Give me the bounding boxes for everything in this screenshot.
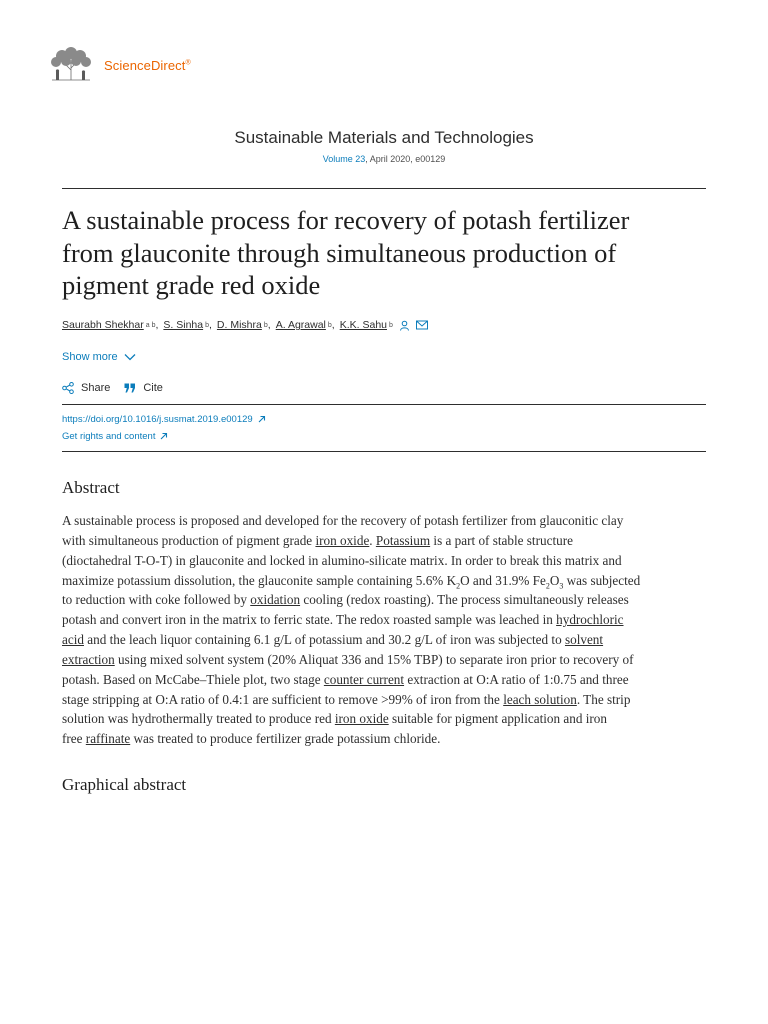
abstract-text-segment: . The strip (576, 691, 631, 707)
quote-icon (124, 383, 136, 393)
abstract-line (62, 590, 710, 610)
abstract-text-segment: stage stripping at O:A ratio of 0.4:1 are sufficient to remove >99% of iron from the (62, 691, 504, 707)
doi-url: https://doi.org/10.1016/j.susmat.2019.e00129 (62, 414, 253, 425)
glossary-term-link[interactable]: extraction (62, 651, 115, 667)
abstract-line (62, 729, 710, 749)
rights-label: Get rights and content (62, 431, 156, 442)
author-affiliation: a b (145, 321, 156, 329)
abstract-text-segment: and the leach liquor containing 6.1 g/L of potassium and 30.2 g/L of iron was subjected to (83, 632, 565, 648)
abstract-text-segment: was treated to produce fertilizer grade potassium chloride. (130, 731, 441, 747)
author-link[interactable]: A. Agrawal (275, 319, 326, 331)
abstract-text-segment: solution was hydrothermally treated to produce red (62, 711, 335, 727)
abstract-line (62, 571, 710, 591)
article-title (62, 204, 712, 302)
abstract-text-segment: maximize potassium dissolution, the glauconite sample containing 5.6% K (62, 572, 457, 588)
cite-button[interactable] (124, 382, 163, 394)
author-affiliation: b (205, 321, 209, 329)
glossary-term-link[interactable]: leach solution (503, 691, 577, 707)
abstract-text (62, 511, 710, 749)
abstract-line (62, 650, 710, 670)
abstract-text-segment: suitable for pigment application and iron (388, 711, 607, 727)
title-line: pigment grade red oxide (62, 270, 321, 300)
graphical-abstract-heading: Graphical abstract (62, 775, 187, 794)
glossary-term-link[interactable]: hydrochloric (556, 612, 624, 628)
abstract-text-segment: is a part of stable structure (430, 532, 573, 548)
author-affiliation: b (263, 321, 268, 329)
abstract-text-segment: A sustainable process is proposed and developed for the recovery of potash fertilizer from glauconitic clay (62, 513, 624, 528)
cite-label: Cite (143, 382, 163, 394)
glossary-term-link[interactable]: iron oxide (334, 711, 389, 727)
glossary-term-link[interactable]: acid (62, 632, 84, 648)
abstract-text-segment: was subjected (563, 572, 641, 588)
elsevier-tree-logo (48, 44, 94, 82)
author-list: Saurabh Shekhar a b , S. Sinha b , D. Mishra b , A. Agrawal b , K.K. Sahu b (62, 319, 428, 331)
author-affiliation: b (389, 321, 393, 329)
chevron-down-icon (124, 353, 136, 361)
volume-link[interactable]: Volume 23 (322, 154, 366, 164)
glossary-term-link[interactable]: Potassium (375, 532, 431, 548)
issue-date: , April 2020, e00129 (365, 154, 446, 164)
show-more-label: Show more (62, 351, 118, 363)
envelope-icon[interactable] (416, 320, 428, 330)
glossary-term-link[interactable]: oxidation (250, 592, 301, 608)
abstract-text-segment: with simultaneous production of pigment grade (62, 532, 316, 548)
show-more-button[interactable] (62, 351, 136, 363)
brand-name: ScienceDirect (104, 57, 186, 73)
abstract-text-segment: to reduction with coke followed by (62, 592, 251, 608)
doi-link[interactable] (62, 414, 266, 425)
rights-link[interactable] (62, 431, 168, 442)
share-icon (62, 382, 74, 394)
subscript: 2 (456, 581, 461, 591)
external-link-icon (159, 432, 168, 441)
author-link[interactable]: K.K. Sahu (339, 319, 387, 331)
glossary-term-link[interactable]: raffinate (85, 731, 131, 747)
meta-divider (62, 451, 706, 452)
person-icon[interactable] (399, 320, 410, 331)
abstract-line (62, 551, 710, 571)
issue-info (0, 154, 768, 164)
journal-name[interactable]: Sustainable Materials and Technologies (234, 128, 534, 147)
actions-divider (62, 404, 706, 405)
abstract-text-segment: potash and convert iron in the matrix to ferric state. The redox roasted sample was leached in (62, 612, 557, 628)
title-line: A sustainable process for recovery of potash fertilizer (62, 205, 630, 235)
abstract-line (62, 610, 710, 630)
author-link[interactable]: D. Mishra (216, 319, 262, 331)
subscript: 2 (545, 581, 550, 591)
abstract-heading: Abstract (62, 478, 120, 497)
glossary-term-link[interactable]: solvent (564, 632, 604, 648)
abstract-line (62, 690, 710, 710)
header-divider (62, 188, 706, 189)
abstract-text-segment: potash. Based on McCabe–Thiele plot, two stage (62, 671, 324, 687)
abstract-text-segment: cooling (redox roasting). The process simultaneously releases (300, 592, 629, 608)
glossary-term-link[interactable]: iron oxide (315, 532, 370, 548)
glossary-term-link[interactable]: counter current (323, 671, 405, 687)
abstract-line (62, 511, 710, 531)
abstract-line (62, 630, 710, 650)
share-button[interactable] (62, 382, 110, 394)
subscript: 3 (559, 581, 564, 591)
abstract-text-segment: O (549, 572, 560, 588)
abstract-line (62, 531, 710, 551)
article-actions (62, 382, 177, 394)
abstract-text-segment: O and 31.9% Fe (460, 572, 546, 588)
abstract-text-segment: . (369, 532, 376, 548)
abstract-text-segment: using mixed solvent system (20% Aliquat 336 and 15% TBP) to separate iron prior to recovery of (114, 651, 634, 667)
share-label: Share (81, 382, 111, 394)
author-link[interactable]: S. Sinha (163, 319, 204, 331)
author-link[interactable]: Saurabh Shekhar (62, 319, 144, 331)
abstract-line (62, 709, 710, 729)
sciencedirect-logo[interactable] (48, 44, 191, 82)
author-affiliation: b (327, 321, 332, 329)
abstract-text-segment: extraction at O:A ratio of 1:0.75 and three (404, 671, 629, 687)
registered-mark: ® (185, 59, 191, 67)
abstract-text-segment: (dioctahedral T-O-T) in glauconite and locked in alumino-silicate matrix. In order to break this matrix and (62, 552, 622, 568)
abstract-text-segment: free (62, 731, 86, 747)
title-line: from glauconite through simultaneous production of (62, 237, 617, 268)
external-link-icon (257, 415, 266, 424)
abstract-line (62, 670, 710, 690)
